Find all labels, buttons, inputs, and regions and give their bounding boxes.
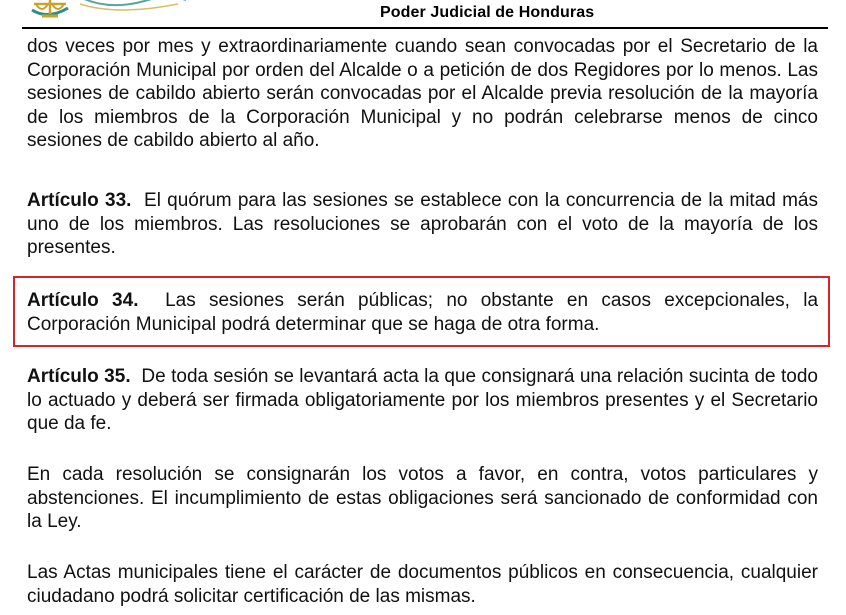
article-33: [27, 189, 818, 260]
header-divider: [22, 27, 828, 29]
paragraph-text: dos veces por mes y extraordinariamente cuando sean convocadas por el Secretario de la Corporación Municipal por orden del Alcalde o a petición de dos Regidores por lo menos. Las sesiones de cabildo abierto serán convocadas por el Alcalde previa resolución de la mayoría de los miembros de la Corporación Municipal y no podrán celebrarse menos de cinco sesiones de cabildo abierto al año.: [27, 36, 818, 151]
paragraph-actas: [27, 561, 818, 608]
article-35: [27, 365, 818, 436]
article-33-text: El quórum para las sesiones se establece con la concurrencia de la mitad más uno de los miembros. Las resoluciones se aprobarán con el voto de la mayoría de los presentes.: [27, 190, 818, 258]
paragraph-text: Las Actas municipales tiene el carácter de documentos públicos en consecuencia, cualquier ciudadano podrá solicitar certificación de las mismas.: [27, 562, 818, 607]
scales-of-justice-logo-icon: [28, 0, 188, 20]
article-34: [27, 289, 818, 336]
paragraph-continuation: [27, 35, 818, 153]
article-35-text: De toda sesión se levantará acta la que consignará una relación sucinta de todo lo actuado y deberá ser firmada obligatoriamente por los miembros presentes y el Secretario que da fe.: [27, 366, 818, 434]
article-34-label: Artículo 34.: [27, 290, 139, 311]
paragraph-votes: [27, 463, 818, 534]
article-35-label: Artículo 35.: [27, 366, 131, 387]
header-title: Poder Judicial de Honduras: [380, 4, 595, 21]
article-33-label: Artículo 33.: [27, 190, 132, 211]
paragraph-text: En cada resolución se consignarán los votos a favor, en contra, votos particulares y abstenciones. El incumplimiento de estas obligaciones será sancionado de conformidad con la Ley.: [27, 464, 818, 532]
page-header: [0, 0, 846, 30]
article-34-text: Las sesiones serán públicas; no obstante en casos excepcionales, la Corporación Municipal podrá determinar que se haga de otra forma.: [27, 290, 819, 335]
